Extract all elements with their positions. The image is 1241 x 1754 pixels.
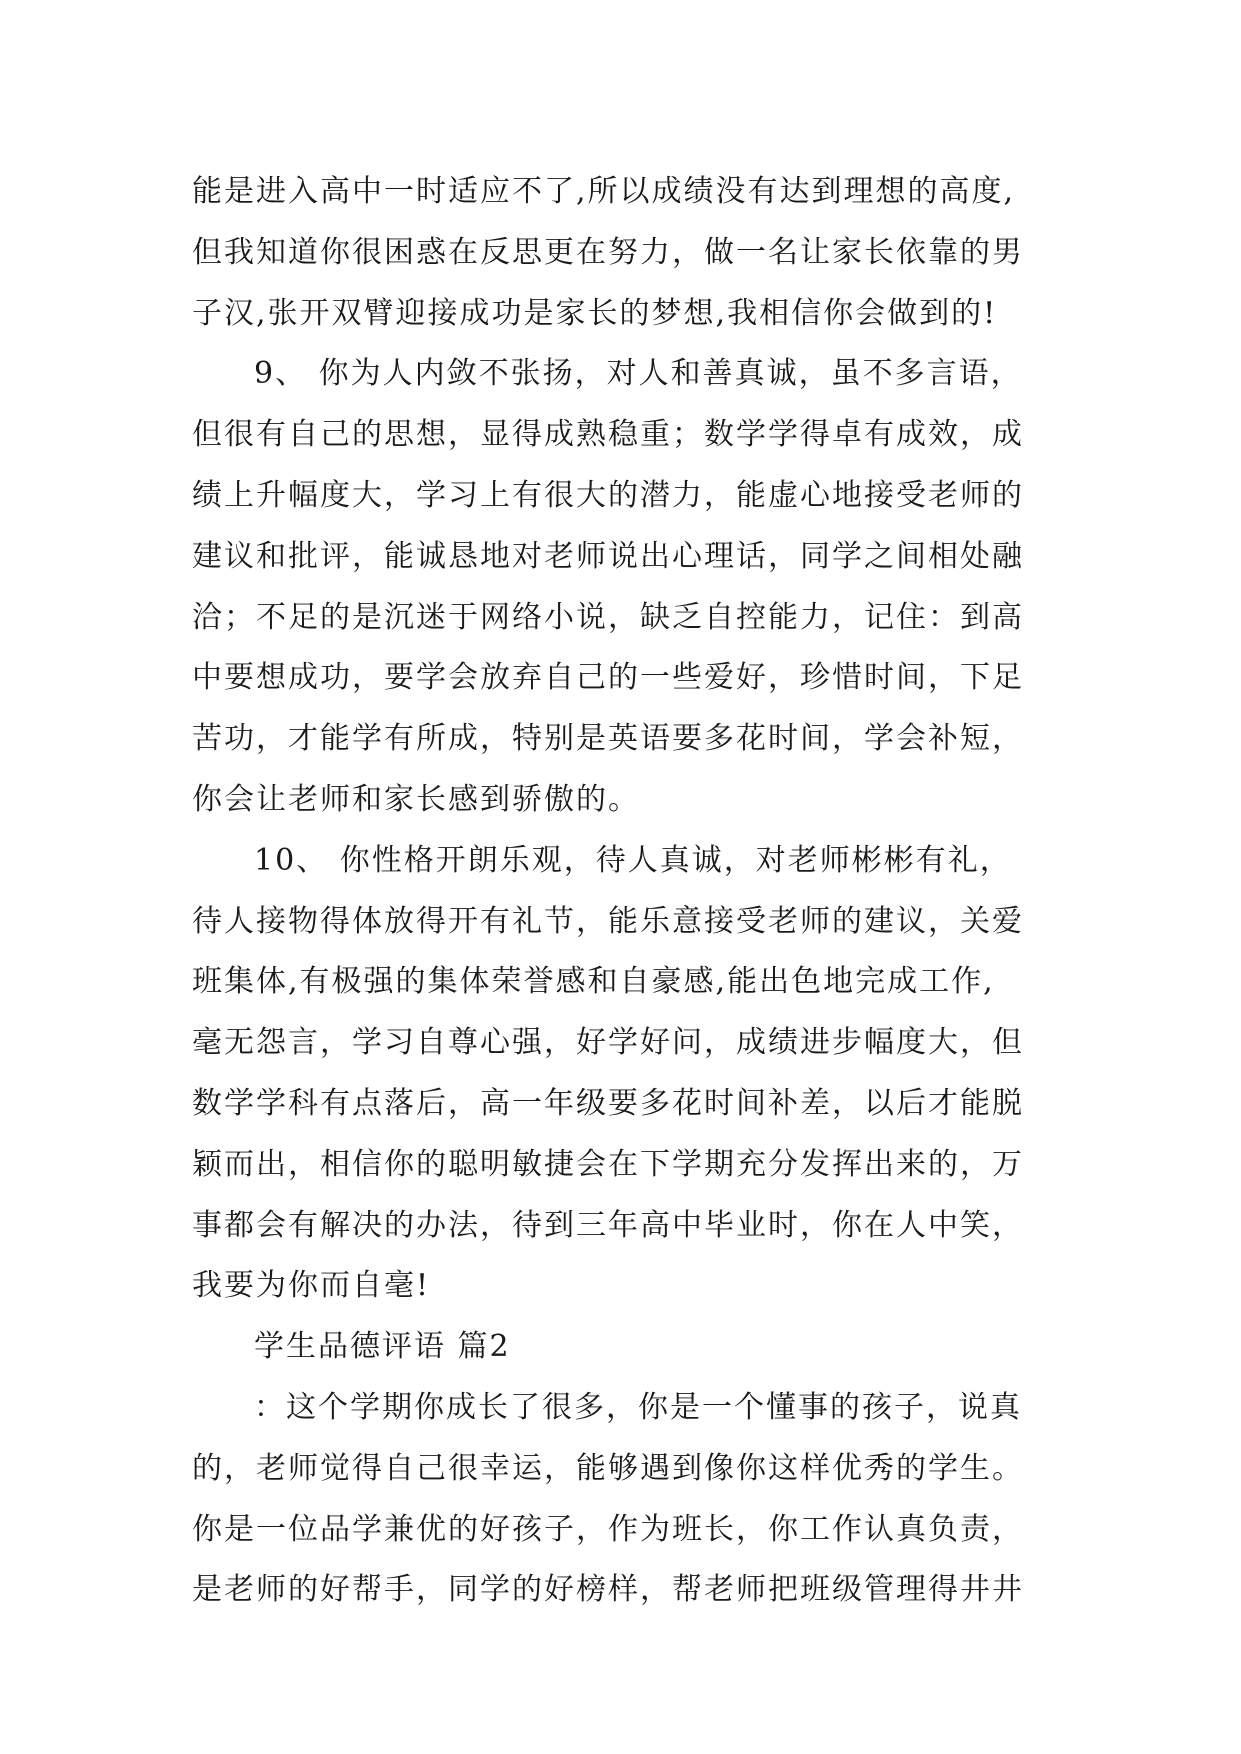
- text-line: 你是一位品学兼优的好孩子，作为班长，你工作认真负责，: [192, 1511, 1024, 1547]
- text-line: 建议和批评，能诚恳地对老师说出心理话，同学之间相处融: [192, 538, 1024, 574]
- text-line: 10、 你性格开朗乐观，待人真诚，对老师彬彬有礼，: [254, 842, 1012, 878]
- text-line: 洽；不足的是沉迷于网络小说，缺乏自控能力，记住：到高: [192, 599, 1024, 635]
- text-line: 能是进入高中一时适应不了,所以成绩没有达到理想的高度,: [192, 174, 1016, 209]
- text-line: 是老师的好帮手，同学的好榜样，帮老师把班级管理得井井: [192, 1572, 1024, 1608]
- text-line: 子汉,张开双臂迎接成功是家长的梦想,我相信你会做到的!: [192, 295, 998, 331]
- text-line: ：这个学期你成长了很多，你是一个懂事的孩子，说真: [254, 1389, 1022, 1425]
- text-line: 你会让老师和家长感到骄傲的。: [192, 781, 640, 817]
- text-line: 待人接物得体放得开有礼节，能乐意接受老师的建议，关爱: [192, 903, 1024, 939]
- text-line: 中要想成功，要学会放弃自己的一些爱好，珍惜时间，下足: [192, 660, 1024, 696]
- text-line: 数学学科有点落后，高一年级要多花时间补差，以后才能脱: [192, 1085, 1024, 1121]
- text-line: 我要为你而自毫!: [192, 1268, 431, 1304]
- text-line: 但我知道你很困惑在反思更在努力，做一名让家长依靠的男: [192, 234, 1024, 270]
- text-line: 苦功，才能学有所成，特别是英语要多花时间，学会补短，: [192, 721, 1024, 757]
- text-line: 的，老师觉得自己很幸运，能够遇到像你这样优秀的学生。: [192, 1450, 1024, 1486]
- section-heading: 学生品德评语 篇2: [254, 1329, 511, 1365]
- document-body: [192, 162, 1092, 1621]
- text-line: 事都会有解决的办法，待到三年高中毕业时，你在人中笑，: [192, 1207, 1024, 1243]
- text-line: 绩上升幅度大，学习上有很大的潜力，能虚心地接受老师的: [192, 477, 1024, 513]
- text-line: 班集体,有极强的集体荣誉感和自豪感,能出色地完成工作,: [192, 964, 995, 1000]
- text-line: 颖而出，相信你的聪明敏捷会在下学期充分发挥出来的，万: [192, 1146, 1024, 1182]
- text-line: 毫无怨言，学习自尊心强，好学好问，成绩进步幅度大，但: [192, 1025, 1024, 1061]
- text-line: 但很有自己的思想，显得成熟稳重；数学学得卓有成效，成: [192, 417, 1024, 453]
- text-line: 9、 你为人内敛不张扬，对人和善真诚，虽不多言语，: [254, 356, 1023, 392]
